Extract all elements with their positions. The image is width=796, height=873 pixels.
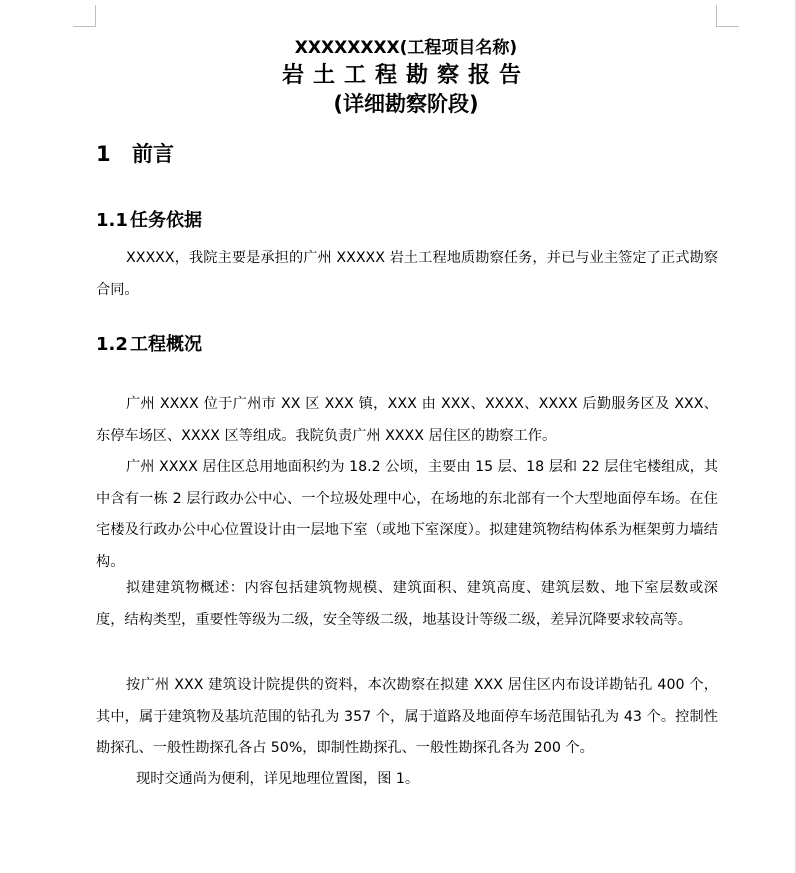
- crop-mark-top-left-vertical: [95, 5, 96, 27]
- paragraph-traffic: 现时交通尚为便利，详见地理位置图，图 1。: [136, 771, 420, 787]
- section-title: 工程概况: [130, 334, 202, 355]
- section-heading-1-2: [96, 330, 202, 356]
- section-title: 任务依据: [130, 210, 202, 231]
- report-title: 岩土工程勘察报告: [281, 63, 530, 88]
- section-title: 前言: [132, 142, 174, 166]
- project-title: XXXXXXXX(工程项目名称): [294, 38, 518, 58]
- paragraph-building-overview: 拟建建筑物概述：内容包括建筑物规模、建筑面积、建筑高度、建筑层数、地下室层数或深度，结构类型，重要性等级为二级，安全等级二级，地基设计等级二级，差异沉降要求较高等。: [96, 580, 718, 628]
- crop-mark-top-right-vertical: [716, 5, 717, 27]
- paragraph-task-basis: XXXXX，我院主要是承担的广州 XXXXX 岩土工程地质勘察任务，并已与业主签定了正式勘察合同。: [96, 250, 718, 298]
- section-number: 1.2: [96, 334, 128, 355]
- paragraph-site-area: 广州 XXXX 居住区总用地面积约为 18.2 公顷，主要由 15 层、18 层和 22 层住宅楼组成，其中含有一栋 2 层行政办公中心、一个垃圾处理中心，在场地的东北部有一个大型地面停车场。在住宅楼及行政办公中心位置设计由一层地下室（或地下室深度）。拟建建筑物结构体系为框架剪力墙结构。: [96, 459, 718, 570]
- section-number: 1.1: [96, 210, 128, 231]
- section-number: 1: [96, 142, 111, 166]
- report-stage: (详细勘察阶段): [333, 92, 479, 116]
- paragraph-location: 广州 XXXX 位于广州市 XX 区 XXX 镇，XXX 由 XXX、XXXX、XXXX 后勤服务区及 XXX、东停车场区、XXXX 区等组成。我院负责广州 XXXX 居住区的勘察工作。: [96, 396, 718, 444]
- paragraph-boreholes: 按广州 XXX 建筑设计院提供的资料，本次勘察在拟建 XXX 居住区内布设详勘钻孔 400 个，其中，属于建筑物及基坑范围的钻孔为 357 个，属于道路及地面停车场范围钻孔为 43 个。控制性勘探孔、一般性勘探孔各占 50%，即制性勘探孔、一般性勘探孔各为 200 个。: [96, 677, 718, 756]
- section-heading-1-1: [96, 206, 202, 232]
- crop-mark-top-left-horizontal: [73, 26, 96, 27]
- crop-mark-top-right-horizontal: [716, 26, 739, 27]
- section-heading-1: [96, 138, 174, 168]
